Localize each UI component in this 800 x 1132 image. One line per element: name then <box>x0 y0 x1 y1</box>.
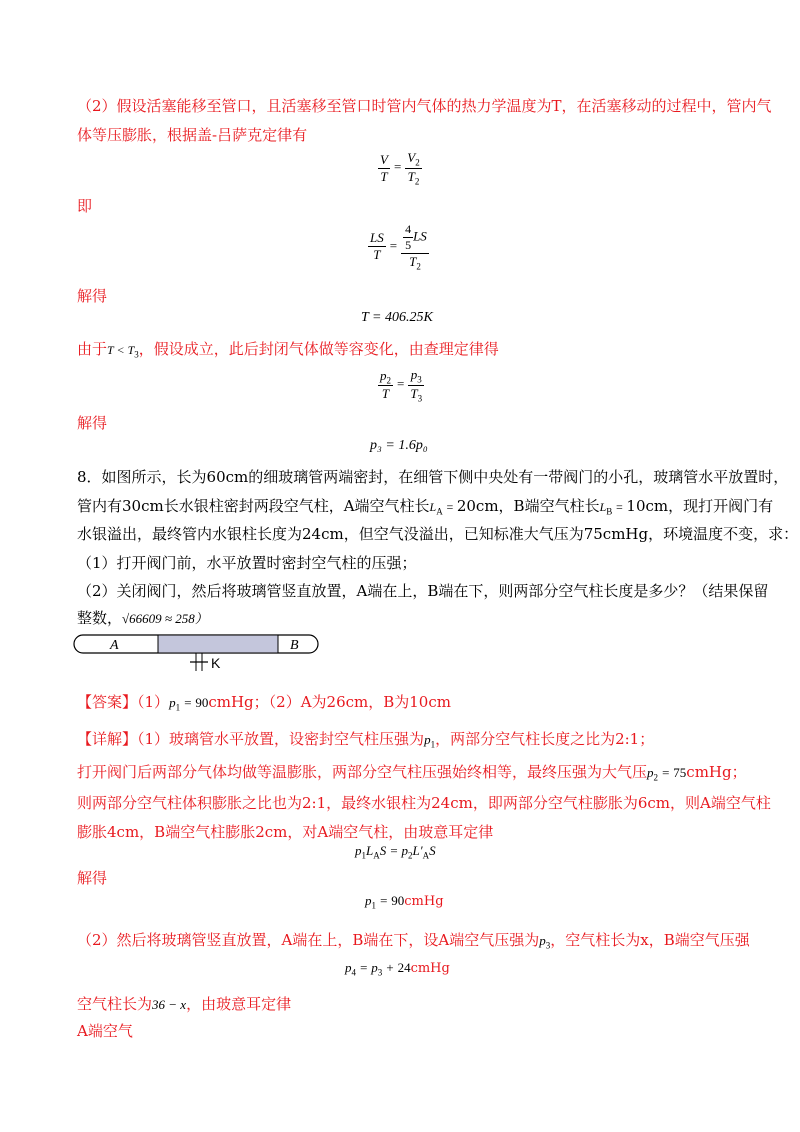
label-b: B <box>290 638 299 653</box>
mercury-column <box>158 636 278 653</box>
tube-figure <box>72 633 322 678</box>
label-jiede-1: 解得 <box>77 287 108 305</box>
part2-a: （2）然后将玻璃管竖直放置，A端在上，B端在下，设A端空气压强为 <box>77 931 540 949</box>
since-suffix: ，假设成立，此后封闭气体做等容变化，由查理定律得 <box>138 340 499 358</box>
result-p1-unit: cmHg <box>404 894 444 909</box>
label-jiede-2: 解得 <box>77 414 108 432</box>
answer-part1-prefix: （1） <box>137 693 170 711</box>
detail-line3: 则两部分空气柱体积膨胀之比也为2:1，最终水银柱为24cm，即两部分空气柱膨胀为6cm，则A端空气柱 <box>77 794 771 812</box>
q8-line2-b: 20cm，B端空气柱长 <box>456 497 600 515</box>
para-assume-line1: （2）假设活塞能移至管口，且活塞移至管口时管内气体的热力学温度为T，在活塞移动的过程中，管内气 <box>77 97 772 115</box>
part2-line3: A端空气 <box>77 1022 133 1040</box>
p4-unit: cmHg <box>410 961 450 976</box>
x-expression: 36 − x <box>152 997 187 1012</box>
answer-rest: cmHg；（2）A为26cm，B为10cm <box>208 693 451 711</box>
p4-add-value: 24 <box>397 960 411 975</box>
detail-p2-value: 75 <box>673 765 687 780</box>
result-p1-value: 90 <box>391 893 405 908</box>
detail-1b: ，两部分空气柱长度之比为2:1； <box>435 730 655 748</box>
label-jiede-3: 解得 <box>77 869 108 887</box>
detail-line2: 打开阀门后两部分气体均做等温膨胀，两部分空气柱压强始终相等，最终压强为大气压$p_2$ = 75cmHg； <box>77 763 747 783</box>
part2-line2 <box>77 994 291 1015</box>
kq-a: 空气柱长为 <box>77 995 153 1013</box>
detail-line1: 【详解】（1）玻璃管水平放置，设密封空气柱压强为$p_1$，两部分空气柱长度之比为2:1； <box>77 730 655 750</box>
label-ji: 即 <box>77 197 93 215</box>
q8-line6 <box>77 608 208 629</box>
label-k: K <box>211 655 221 671</box>
answer-line: 【答案】$(1)p_1$ = 90cmHg；（2）A为26cm，B为10cm <box>77 693 451 713</box>
result-p1: $p_1$ = 90cmHg <box>365 893 444 911</box>
answer-label: 【答案】 <box>77 693 138 711</box>
q8-line2-a: 管内有30cm长水银柱密封两段空气柱，A端空气柱长 <box>77 497 430 515</box>
para-assume-line2: 体等压膨胀，根据盖-吕萨克定律有 <box>77 126 308 144</box>
detail-line4: 膨胀4cm，B端空气柱膨胀2cm，对A端空气柱，由玻意耳定律 <box>77 823 494 841</box>
q8-line4: （1）打开阀门前，水平放置时密封空气柱的压强； <box>77 554 417 572</box>
part2-b: ，空气柱长为x，B端空气压强 <box>550 931 750 949</box>
para-since: 由于$T < T_3$，假设成立，此后封闭气体做等容变化，由查理定律得 <box>77 340 499 360</box>
detail-2b: cmHg； <box>686 763 747 781</box>
part2-line1: （2）然后将玻璃管竖直放置，A端在上，B端在下，设A端空气压强为$p_3$，空气柱长为x，B端空气压强 <box>77 931 750 951</box>
q8-line3: 水银溢出，最终管内水银柱长度为24cm，但空气没溢出，已知标准大气压为75cmHg，环境温度不变，求： <box>77 525 799 543</box>
formula-boyle-a: $p_1L_AS = p_2L'_AS$ <box>355 843 436 861</box>
q8-line2: 管内有30cm长水银柱密封两段空气柱，A端空气柱长$L_A = 20cm$，B端空气柱长$L_B = 10cm$，现打开阀门有 <box>77 497 774 517</box>
result-p3: p₃ = 1.6p₀ <box>370 438 428 453</box>
q8-line6-a: 整数， <box>77 609 123 627</box>
result-T: T = 406.25K <box>361 310 433 325</box>
formula-ls-ratio: $\frac{LS}{T}$ = $\frac{4}{5}$ LS $T_2$ <box>370 222 427 272</box>
detail-1a: （1）玻璃管水平放置，设密封空气柱压强为 <box>137 730 425 748</box>
detail-2a: 打开阀门后两部分气体均做等温膨胀，两部分空气柱压强始终相等，最终压强为大气压 <box>77 763 648 781</box>
q8-line1: 8．如图所示，长为60cm的细玻璃管两端密封，在细管下侧中央处有一带阀门的小孔，玻璃管水平放置时， <box>77 468 789 486</box>
q8-line2-c: 10cm，现打开阀门有 <box>626 497 774 515</box>
formula-p4: $p_4 = p_3$ + 24cmHg <box>345 960 450 978</box>
sqrt-approx: √66609 ≈ 258） <box>122 611 208 626</box>
formula-gay-lussac: $\frac{V}{T}$ = $\frac{V_2}{T_2}$ <box>380 150 420 187</box>
answer-p1-value: 90 <box>195 695 209 710</box>
detail-label: 【详解】 <box>77 730 138 748</box>
since-prefix: 由于 <box>77 340 108 358</box>
kq-b: ，由玻意耳定律 <box>186 995 292 1013</box>
formula-charles: $\frac{p_2}{T}$ = $\frac{p_3}{T_3}$ <box>380 367 423 404</box>
q8-line5: （2）关闭阀门，然后将玻璃管竖直放置，A端在上，B端在下，则两部分空气柱长度是多少？（结果保留 <box>77 582 769 600</box>
label-a: A <box>110 638 119 653</box>
